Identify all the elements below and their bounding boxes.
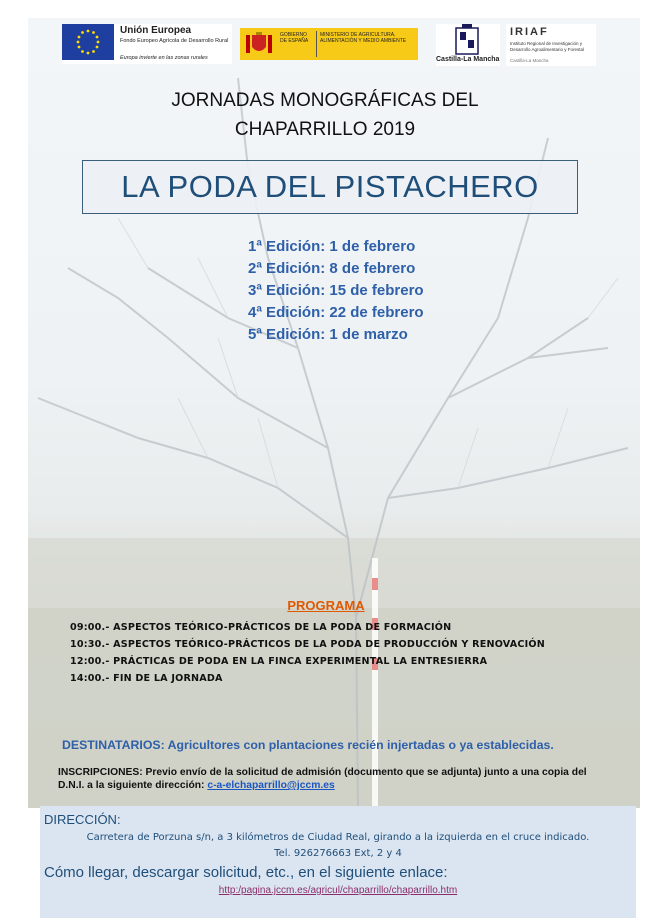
iriaf-logo <box>506 24 596 66</box>
gobierno-espana-logo <box>240 28 418 60</box>
ministerio-label: MINISTERIO DE AGRICULTURA, ALIMENTACIÓN Y MEDIO AMBIENTE <box>320 32 407 44</box>
direccion-address: Carretera de Porzuna s/n, a 3 kilómetros de Ciudad Real, girando a la izquierda en el cruce indicado. <box>86 832 590 843</box>
event-heading-line1: JORNADAS MONOGRÁFICAS DEL <box>171 90 479 111</box>
logo-divider <box>316 31 317 57</box>
direccion-panel <box>40 806 636 918</box>
destinatarios-label: DESTINATARIOS: <box>62 738 165 752</box>
direccion-url-link[interactable]: http:/pagina.jccm.es/agricul/chaparrillo/chaparrillo.htm <box>218 885 458 896</box>
programa-title: PROGRAMA <box>287 598 365 613</box>
page-title-box <box>82 160 578 214</box>
clm-emblem-icon <box>436 24 500 56</box>
inscripciones <box>58 766 603 792</box>
gobierno-label: GOBIERNO DE ESPAÑA <box>280 32 309 44</box>
eu-feader-logo <box>62 24 232 64</box>
edition-item: 4ª Edición: 22 de febrero <box>248 304 424 321</box>
programa-item: 14:00.- FIN DE LA JORNADA <box>70 673 223 684</box>
destinatarios <box>62 738 554 752</box>
castilla-la-mancha-logo <box>436 24 500 66</box>
eu-logo-title: Unión Europea <box>120 25 192 36</box>
edition-item: 1ª Edición: 1 de febrero <box>248 238 416 255</box>
direccion-label: DIRECCIÓN: <box>44 812 121 827</box>
programa-list <box>70 619 545 687</box>
eu-flag-icon <box>62 24 114 60</box>
editions-list <box>248 236 424 346</box>
programa-item: 12:00.- PRÁCTICAS DE PODA EN LA FINCA EXPERIMENTAL LA ENTRESIERRA <box>70 656 488 667</box>
direccion-howto: Cómo llegar, descargar solicitud, etc., en el siguiente enlace: <box>44 864 448 881</box>
inscripciones-email-link[interactable]: c-a-elchaparrillo@jccm.es <box>207 780 335 791</box>
eu-logo-tagline: Europa invierte en las zonas rurales <box>120 55 208 61</box>
event-heading <box>60 86 590 144</box>
logo-bar <box>0 0 650 70</box>
programa-item: 10:30.- ASPECTOS TEÓRICO-PRÁCTICOS DE LA PODA DE PRODUCCIÓN Y RENOVACIÓN <box>70 639 545 650</box>
edition-item: 2ª Edición: 8 de febrero <box>248 260 416 277</box>
programa-item: 09:00.- ASPECTOS TEÓRICO-PRÁCTICOS DE LA PODA DE FORMACIÓN <box>70 622 452 633</box>
edition-item: 3ª Edición: 15 de febrero <box>248 282 424 299</box>
spain-coat-of-arms-icon <box>244 31 274 57</box>
event-heading-line2: CHAPARRILLO 2019 <box>234 119 416 140</box>
destinatarios-text: Agricultores con plantaciones recién injertadas o ya establecidas. <box>164 738 554 752</box>
page-title: LA PODA DEL PISTACHERO <box>121 169 539 204</box>
iriaf-subtitle: Instituto Regional de Investigación y Desarrollo Agroalimentario y Forestal <box>510 41 585 52</box>
iriaf-region: Castilla-La Mancha <box>510 58 549 63</box>
clm-logo-label: Castilla-La Mancha <box>436 56 500 63</box>
edition-item: 5ª Edición: 1 de marzo <box>248 326 408 343</box>
inscripciones-text: INSCRIPCIONES: Previo envío de la solicitud de admisión (documento que se adjunta) junto a una copia del D.N.I. a la siguiente dirección: <box>58 767 587 791</box>
iriaf-name: IRIAF <box>510 26 549 38</box>
eu-logo-subtitle: Fondo Europeo Agrícola de Desarrollo Rural <box>120 38 229 44</box>
direccion-phone: Tel. 926276663 Ext, 2 y 4 <box>274 848 402 859</box>
